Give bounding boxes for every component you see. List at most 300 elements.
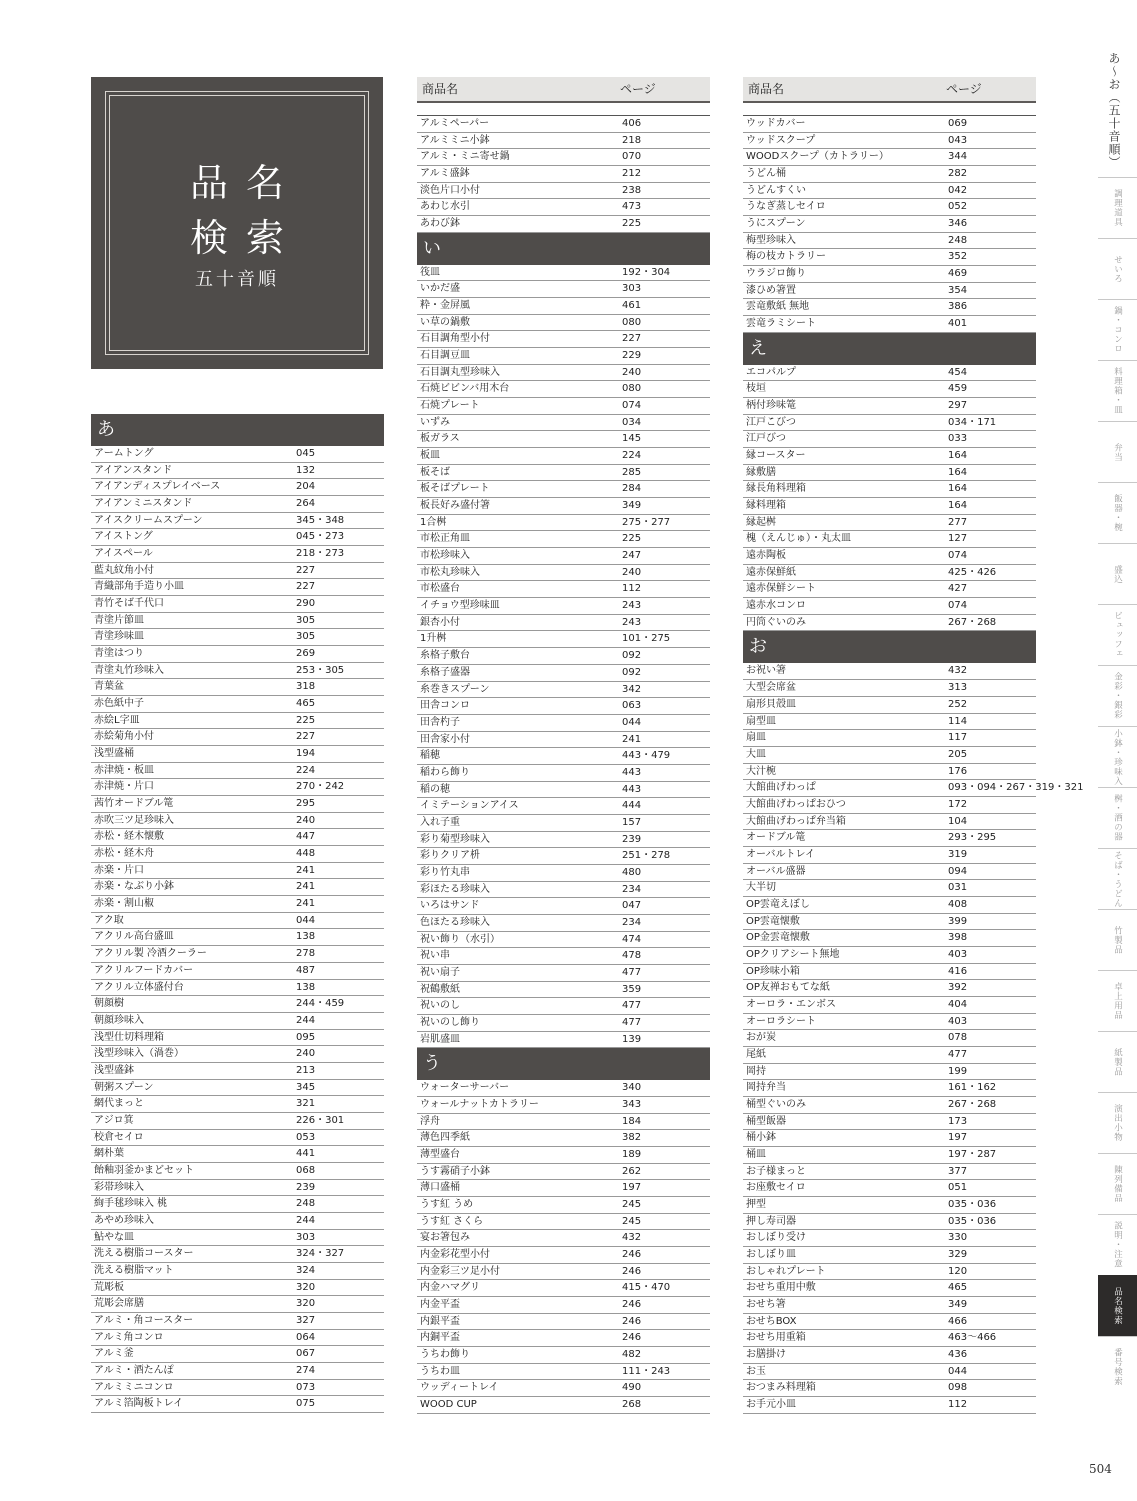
index-row[interactable] [743,1147,1036,1164]
page-ref: 303 [296,1231,316,1243]
chapter-tab[interactable] [1098,604,1137,665]
index-row[interactable] [91,646,384,663]
index-row[interactable] [743,515,1036,532]
index-row[interactable] [743,116,1036,133]
page-ref: 238 [622,184,642,196]
chapter-tab[interactable] [1098,299,1137,360]
product-name: 網代まっと [94,1098,144,1110]
index-row[interactable] [417,398,710,415]
section-header: い [417,233,710,265]
chapter-tab[interactable] [1098,482,1137,543]
index-row[interactable] [417,1280,710,1297]
index-row[interactable] [743,1230,1036,1247]
index-row[interactable] [743,930,1036,947]
page-ref: 319 [948,848,968,860]
index-row[interactable] [417,515,710,532]
index-row[interactable] [743,166,1036,183]
index-row[interactable] [91,696,384,713]
section-header: お [743,631,1036,663]
index-row[interactable] [91,1030,384,1047]
index-row[interactable] [91,1180,384,1197]
index-row[interactable] [743,283,1036,300]
index-row[interactable] [417,1330,710,1347]
index-row[interactable] [91,663,384,680]
index-row[interactable] [417,848,710,865]
index-row[interactable] [743,847,1036,864]
index-row[interactable] [417,1080,710,1097]
chapter-tab[interactable] [1098,726,1137,787]
index-row[interactable] [91,829,384,846]
index-row[interactable] [91,579,384,596]
index-row[interactable] [417,982,710,999]
index-row[interactable] [417,648,710,665]
index-row[interactable] [417,531,710,548]
chapter-tab[interactable] [1098,970,1137,1031]
index-row[interactable] [417,1097,710,1114]
index-row[interactable] [743,814,1036,831]
index-row[interactable] [91,596,384,613]
product-name: アイスペール [94,548,153,560]
index-row[interactable] [743,663,1036,680]
page-ref: 104 [948,815,968,827]
product-name: 雲竜ラミシート [746,318,816,330]
page-ref: 240 [296,1048,316,1060]
index-row[interactable] [91,879,384,896]
page-ref: 247 [622,550,642,562]
page-ref: 290 [296,598,316,610]
product-name: OPクリアシート無地 [746,948,840,960]
chapter-tab[interactable] [1098,1153,1137,1214]
index-row[interactable] [417,1197,710,1214]
index-row[interactable] [417,748,710,765]
index-row[interactable] [417,682,710,699]
index-row[interactable] [417,298,710,315]
index-row[interactable] [743,997,1036,1014]
index-row[interactable] [743,1314,1036,1331]
index-row[interactable] [743,680,1036,697]
index-row[interactable] [743,431,1036,448]
title-box [91,77,383,369]
page-ref: 465 [296,698,316,710]
index-row[interactable] [743,531,1036,548]
index-row[interactable] [743,1047,1036,1064]
index-row[interactable] [91,1346,384,1363]
page-ref: 248 [948,234,968,246]
index-row[interactable] [417,315,710,332]
index-row[interactable] [91,796,384,813]
index-row[interactable] [743,316,1036,333]
chapter-tab[interactable] [1098,1092,1137,1153]
index-row[interactable] [417,631,710,648]
index-row[interactable] [417,1247,710,1264]
index-row[interactable] [91,479,384,496]
chapter-tab[interactable] [1098,848,1137,909]
chapter-tab[interactable] [1098,421,1137,482]
index-row[interactable] [743,266,1036,283]
index-row[interactable] [417,166,710,183]
index-row[interactable] [743,1097,1036,1114]
index-row[interactable] [743,299,1036,316]
index-row[interactable] [91,1380,384,1397]
index-row[interactable] [743,1280,1036,1297]
product-name: 江戸びつ [746,433,786,445]
index-row[interactable] [91,713,384,730]
index-row[interactable] [91,1396,384,1413]
index-row[interactable] [91,946,384,963]
index-row[interactable] [91,1330,384,1347]
index-row[interactable] [743,1264,1036,1281]
product-name: アイストング [94,531,153,543]
product-name: 市松珍味入 [420,550,470,562]
page-ref: 070 [622,151,642,163]
index-row[interactable] [91,446,384,463]
product-name: おせち重用中敷 [746,1282,816,1294]
index-row[interactable] [91,529,384,546]
index-row[interactable] [91,846,384,863]
page-ref: 093・094・267・319・321 [948,782,1084,794]
index-row[interactable] [417,183,710,200]
page-ref: 164 [948,466,968,478]
product-name: 赤吹三ツ足珍味入 [94,814,174,826]
index-row[interactable] [91,1080,384,1097]
chapter-tab[interactable] [1098,543,1137,604]
product-name: 大型会席盆 [746,682,796,694]
page-ref: 225 [622,533,642,545]
index-row[interactable] [417,1364,710,1381]
product-name: 押し寿司器 [746,1215,796,1227]
index-row[interactable] [417,932,710,949]
index-row[interactable] [417,481,710,498]
index-row[interactable] [417,665,710,682]
product-name: 青塗はつり [94,648,144,660]
index-row[interactable] [417,365,710,382]
product-name: 赤津焼・片口 [94,781,154,793]
index-row[interactable] [743,830,1036,847]
index-row[interactable] [91,1246,384,1263]
index-row[interactable] [743,1380,1036,1397]
index-row[interactable] [417,798,710,815]
index-row[interactable] [417,1347,710,1364]
index-row[interactable] [417,782,710,799]
product-name: 絢手毬珍味入 桃 [94,1198,168,1210]
page-ref: 313 [948,682,968,694]
index-row[interactable] [91,1046,384,1063]
index-row[interactable] [91,513,384,530]
page-ref: 268 [622,1399,642,1411]
index-row[interactable] [743,714,1036,731]
index-row[interactable] [743,764,1036,781]
index-row[interactable] [417,765,710,782]
chapter-tab[interactable] [1098,360,1137,421]
index-row[interactable] [91,863,384,880]
index-row[interactable] [91,679,384,696]
index-row[interactable] [743,481,1036,498]
index-row[interactable] [743,880,1036,897]
index-row[interactable] [91,980,384,997]
page-ref: 352 [948,251,968,263]
product-name: 石目調豆皿 [420,350,470,362]
index-row[interactable] [743,615,1036,632]
index-row[interactable] [743,1114,1036,1131]
chapter-tab[interactable] [1098,238,1137,299]
index-row[interactable] [417,1130,710,1147]
index-row[interactable] [91,1230,384,1247]
index-row[interactable] [91,763,384,780]
index-row[interactable] [743,565,1036,582]
index-row[interactable] [743,797,1036,814]
product-name: OP雲竜えぼし [746,898,810,910]
index-row[interactable] [417,815,710,832]
index-row[interactable] [91,1296,384,1313]
product-name: うどんすくい [746,184,806,196]
index-row[interactable] [417,615,710,632]
chapter-tab[interactable] [1098,1214,1137,1275]
page-ref: 477 [622,1016,642,1028]
product-name: イチョウ型珍味皿 [420,600,500,612]
index-row[interactable] [91,963,384,980]
index-row[interactable] [417,149,710,166]
title-subtitle: 五十音順 [195,269,279,290]
product-name: い草の鍋敷 [420,316,470,328]
index-row[interactable] [417,965,710,982]
index-row[interactable] [91,1263,384,1280]
index-row[interactable] [91,779,384,796]
product-name: 扇形貝殻皿 [746,698,796,710]
index-row[interactable] [91,463,384,480]
product-name: 青竹そば千代口 [94,598,164,610]
index-column-3 [743,77,1084,1414]
index-row[interactable] [91,546,384,563]
page-ref: 164 [948,483,968,495]
index-row[interactable] [743,183,1036,200]
index-row[interactable] [743,1364,1036,1381]
page-ref: 224 [622,450,642,462]
index-row[interactable] [743,1014,1036,1031]
index-row[interactable] [417,448,710,465]
index-row[interactable] [417,1314,710,1331]
index-row[interactable] [91,1113,384,1130]
index-row[interactable] [743,133,1036,150]
index-row[interactable] [417,331,710,348]
index-row[interactable] [743,697,1036,714]
page-ref: 042 [948,184,968,196]
index-row[interactable] [743,1297,1036,1314]
page-ref: 094 [948,865,968,877]
index-row[interactable] [91,729,384,746]
index-row[interactable] [417,498,710,515]
product-name: 赤楽・片口 [94,864,144,876]
index-row[interactable] [417,548,710,565]
product-name: 桶小鉢 [746,1132,776,1144]
index-row[interactable] [743,581,1036,598]
index-row[interactable] [91,1063,384,1080]
index-row[interactable] [743,1397,1036,1414]
page-ref: 262 [622,1165,642,1177]
index-row[interactable] [417,216,710,233]
index-row[interactable] [743,448,1036,465]
index-row[interactable] [417,882,710,899]
page-ref: 205 [948,748,968,760]
index-row[interactable] [743,498,1036,515]
index-row[interactable] [91,1280,384,1297]
product-name: うちわ飾り [420,1349,470,1361]
index-row[interactable] [743,897,1036,914]
index-row[interactable] [743,980,1036,997]
index-row[interactable] [743,233,1036,250]
index-row[interactable] [743,1164,1036,1181]
index-row[interactable] [743,149,1036,166]
index-row[interactable] [743,548,1036,565]
index-row[interactable] [417,565,710,582]
index-row[interactable] [743,747,1036,764]
index-row[interactable] [417,865,710,882]
index-row[interactable] [743,365,1036,382]
index-row[interactable] [417,415,710,432]
chapter-tab[interactable] [1098,909,1137,970]
index-row[interactable] [91,929,384,946]
index-row[interactable] [91,896,384,913]
index-row[interactable] [417,1147,710,1164]
product-name: 板皿 [420,450,440,462]
index-row[interactable] [743,1214,1036,1231]
product-name: 青塗片節皿 [94,614,144,626]
page-ref: 063 [622,700,642,712]
index-row[interactable] [417,1230,710,1247]
index-row[interactable] [743,1130,1036,1147]
page-ref: 240 [296,814,316,826]
index-row[interactable] [417,698,710,715]
page-ref: 246 [622,1249,642,1260]
index-row[interactable] [91,613,384,630]
chapter-tab[interactable] [1098,665,1137,726]
index-row[interactable] [91,1096,384,1113]
chapter-tab-label: ビュッフェ [1112,611,1123,659]
index-row[interactable] [743,1080,1036,1097]
index-row[interactable] [417,381,710,398]
page-ref: 269 [296,648,316,660]
index-row[interactable] [417,948,710,965]
chapter-tab[interactable] [1098,1275,1137,1336]
index-row[interactable] [417,915,710,932]
chapter-tab[interactable] [1098,787,1137,848]
index-row[interactable] [743,598,1036,615]
page-ref: 246 [622,1265,642,1277]
index-row[interactable] [743,780,1084,797]
index-row[interactable] [743,381,1036,398]
index-row[interactable] [417,431,710,448]
spacer [417,103,710,116]
index-row[interactable] [417,265,710,282]
index-row[interactable] [743,914,1036,931]
index-row[interactable] [743,415,1036,432]
index-row[interactable] [417,998,710,1015]
page-ref: 172 [948,798,968,810]
index-row[interactable] [91,1196,384,1213]
index-row[interactable] [91,1313,384,1330]
page-ref: 454 [948,366,968,378]
index-row[interactable] [743,398,1036,415]
section-header: あ [91,414,384,446]
index-row[interactable] [91,746,384,763]
index-row[interactable] [743,199,1036,216]
index-row[interactable] [743,964,1036,981]
index-row[interactable] [91,1130,384,1147]
index-row[interactable] [743,864,1036,881]
index-row[interactable] [743,249,1036,266]
index-row[interactable] [91,1213,384,1230]
product-name: 桶型飯器 [746,1115,786,1127]
index-row[interactable] [743,947,1036,964]
index-row[interactable] [417,1214,710,1231]
index-row[interactable] [417,1015,710,1032]
index-row[interactable] [417,1264,710,1281]
index-row[interactable] [417,116,710,133]
index-row[interactable] [417,898,710,915]
index-row[interactable] [417,598,710,615]
index-row[interactable] [417,1297,710,1314]
index-row[interactable] [743,730,1036,747]
index-row[interactable] [743,1247,1036,1264]
page-ref: 138 [296,931,316,943]
index-row[interactable] [91,813,384,830]
index-row[interactable] [417,1397,710,1414]
product-name: おが炭 [746,1032,776,1044]
index-row[interactable] [743,1030,1036,1047]
product-name: 青葉盆 [94,681,124,693]
index-row[interactable] [91,1363,384,1380]
page-number: 504 [1089,1462,1112,1476]
product-name: 祝いのし飾り [420,1016,480,1028]
index-row[interactable] [743,1064,1036,1081]
index-row[interactable] [743,1197,1036,1214]
index-row[interactable] [417,199,710,216]
page-ref: 197・287 [948,1148,997,1160]
index-row[interactable] [91,629,384,646]
index-row[interactable] [91,913,384,930]
index-row[interactable] [91,563,384,580]
index-row[interactable] [417,133,710,150]
index-row[interactable] [417,1380,710,1397]
index-row[interactable] [417,1114,710,1131]
product-name: あわび鉢 [420,218,460,230]
chapter-tab[interactable] [1098,1336,1137,1397]
index-row[interactable] [417,348,710,365]
index-row[interactable] [417,281,710,298]
index-row[interactable] [417,1180,710,1197]
index-row[interactable] [91,996,384,1013]
chapter-tab[interactable] [1098,1031,1137,1092]
index-row[interactable] [743,1180,1036,1197]
index-row[interactable] [417,1032,710,1049]
index-row[interactable] [417,1164,710,1181]
index-row[interactable] [417,732,710,749]
index-row[interactable] [91,1163,384,1180]
index-row[interactable] [743,216,1036,233]
index-row[interactable] [91,1146,384,1163]
chapter-tab[interactable] [1098,177,1137,238]
product-name: 梅の枝カトラリー [746,251,826,263]
index-row[interactable] [743,465,1036,482]
index-row[interactable] [91,496,384,513]
index-row[interactable] [417,832,710,849]
index-row[interactable] [743,1330,1036,1347]
index-row[interactable] [417,715,710,732]
index-row[interactable] [417,581,710,598]
index-row[interactable] [417,465,710,482]
product-name: 彩りクリア枡 [420,850,480,862]
index-row[interactable] [91,1013,384,1030]
index-row[interactable] [743,1347,1036,1364]
